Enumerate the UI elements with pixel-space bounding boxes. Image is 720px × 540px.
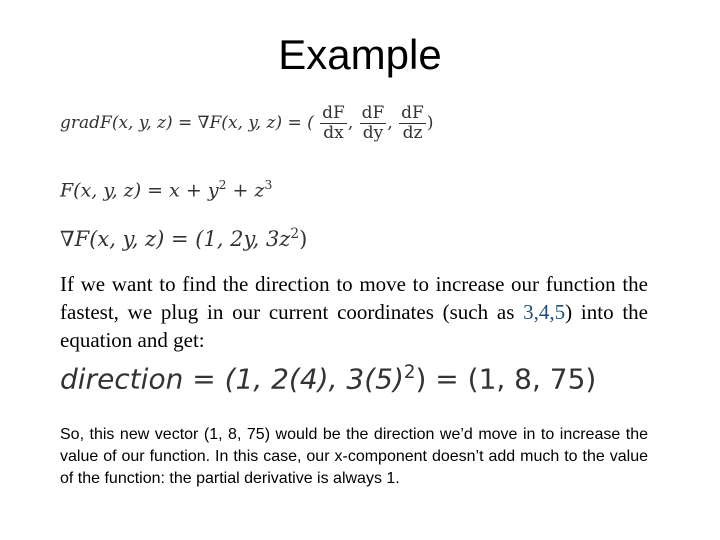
coordinates-highlight: 3,4,5 [523, 300, 566, 324]
function-definition-middle: + z [226, 179, 265, 202]
gradient-result-text: ∇F(x, y, z) = (1, 2y, 3z [60, 227, 291, 251]
gradient-definition-lhs: gradF(x, y, z) = ∇F(x, y, z) = ( [60, 113, 314, 133]
paragraph-text-after: ) into the equation and get: [60, 300, 648, 352]
function-definition-text: F(x, y, z) = x + y [60, 179, 219, 202]
exponent: 2 [290, 226, 300, 242]
slide-title: Example [278, 31, 442, 78]
exponent: 3 [264, 178, 273, 192]
fraction-dfdy [360, 104, 387, 143]
fraction-numerator: dF [322, 103, 345, 123]
exponent: 2 [403, 362, 416, 383]
exponent: 2 [218, 178, 227, 192]
direction-equation-result: ) = (1, 8, 75) [415, 362, 597, 396]
gradient-definition-equation: gradF(x, y, z) = ∇F(x, y, z) = ( $\frac{dF}{dx}$ , $\frac{dF}{dy}$ , $\frac{dF}{dz}$ ) [60, 103, 434, 143]
fraction-dfdx [320, 104, 347, 143]
fraction-denominator: dz [402, 123, 423, 143]
fraction-numerator: dF [361, 103, 385, 123]
fraction-denominator: dy [362, 123, 384, 143]
fraction-dfdz [399, 104, 426, 143]
gradient-definition-close: ) [426, 113, 434, 133]
gradient-result-equation [60, 226, 307, 251]
paragraph-text-before: If we want to find the direction to move to increase our function the fastest, we plug in our current coordinates (such as [60, 272, 648, 324]
fraction-denominator: dx [323, 123, 344, 143]
function-definition-equation [60, 178, 272, 201]
explanation-paragraph [60, 270, 648, 354]
gradient-result-close: ) [299, 227, 308, 251]
conclusion-paragraph: So, this new vector (1, 8, 75) would be the direction we’d move in to increase the value of our function. In this case, our x-component doesn’t add much to the value of the function: the partial derivative is always 1. [60, 426, 648, 487]
fraction-numerator: dF [401, 103, 424, 123]
direction-equation [60, 362, 596, 395]
direction-equation-text: direction = (1, 2(4), 3(5) [60, 362, 404, 396]
